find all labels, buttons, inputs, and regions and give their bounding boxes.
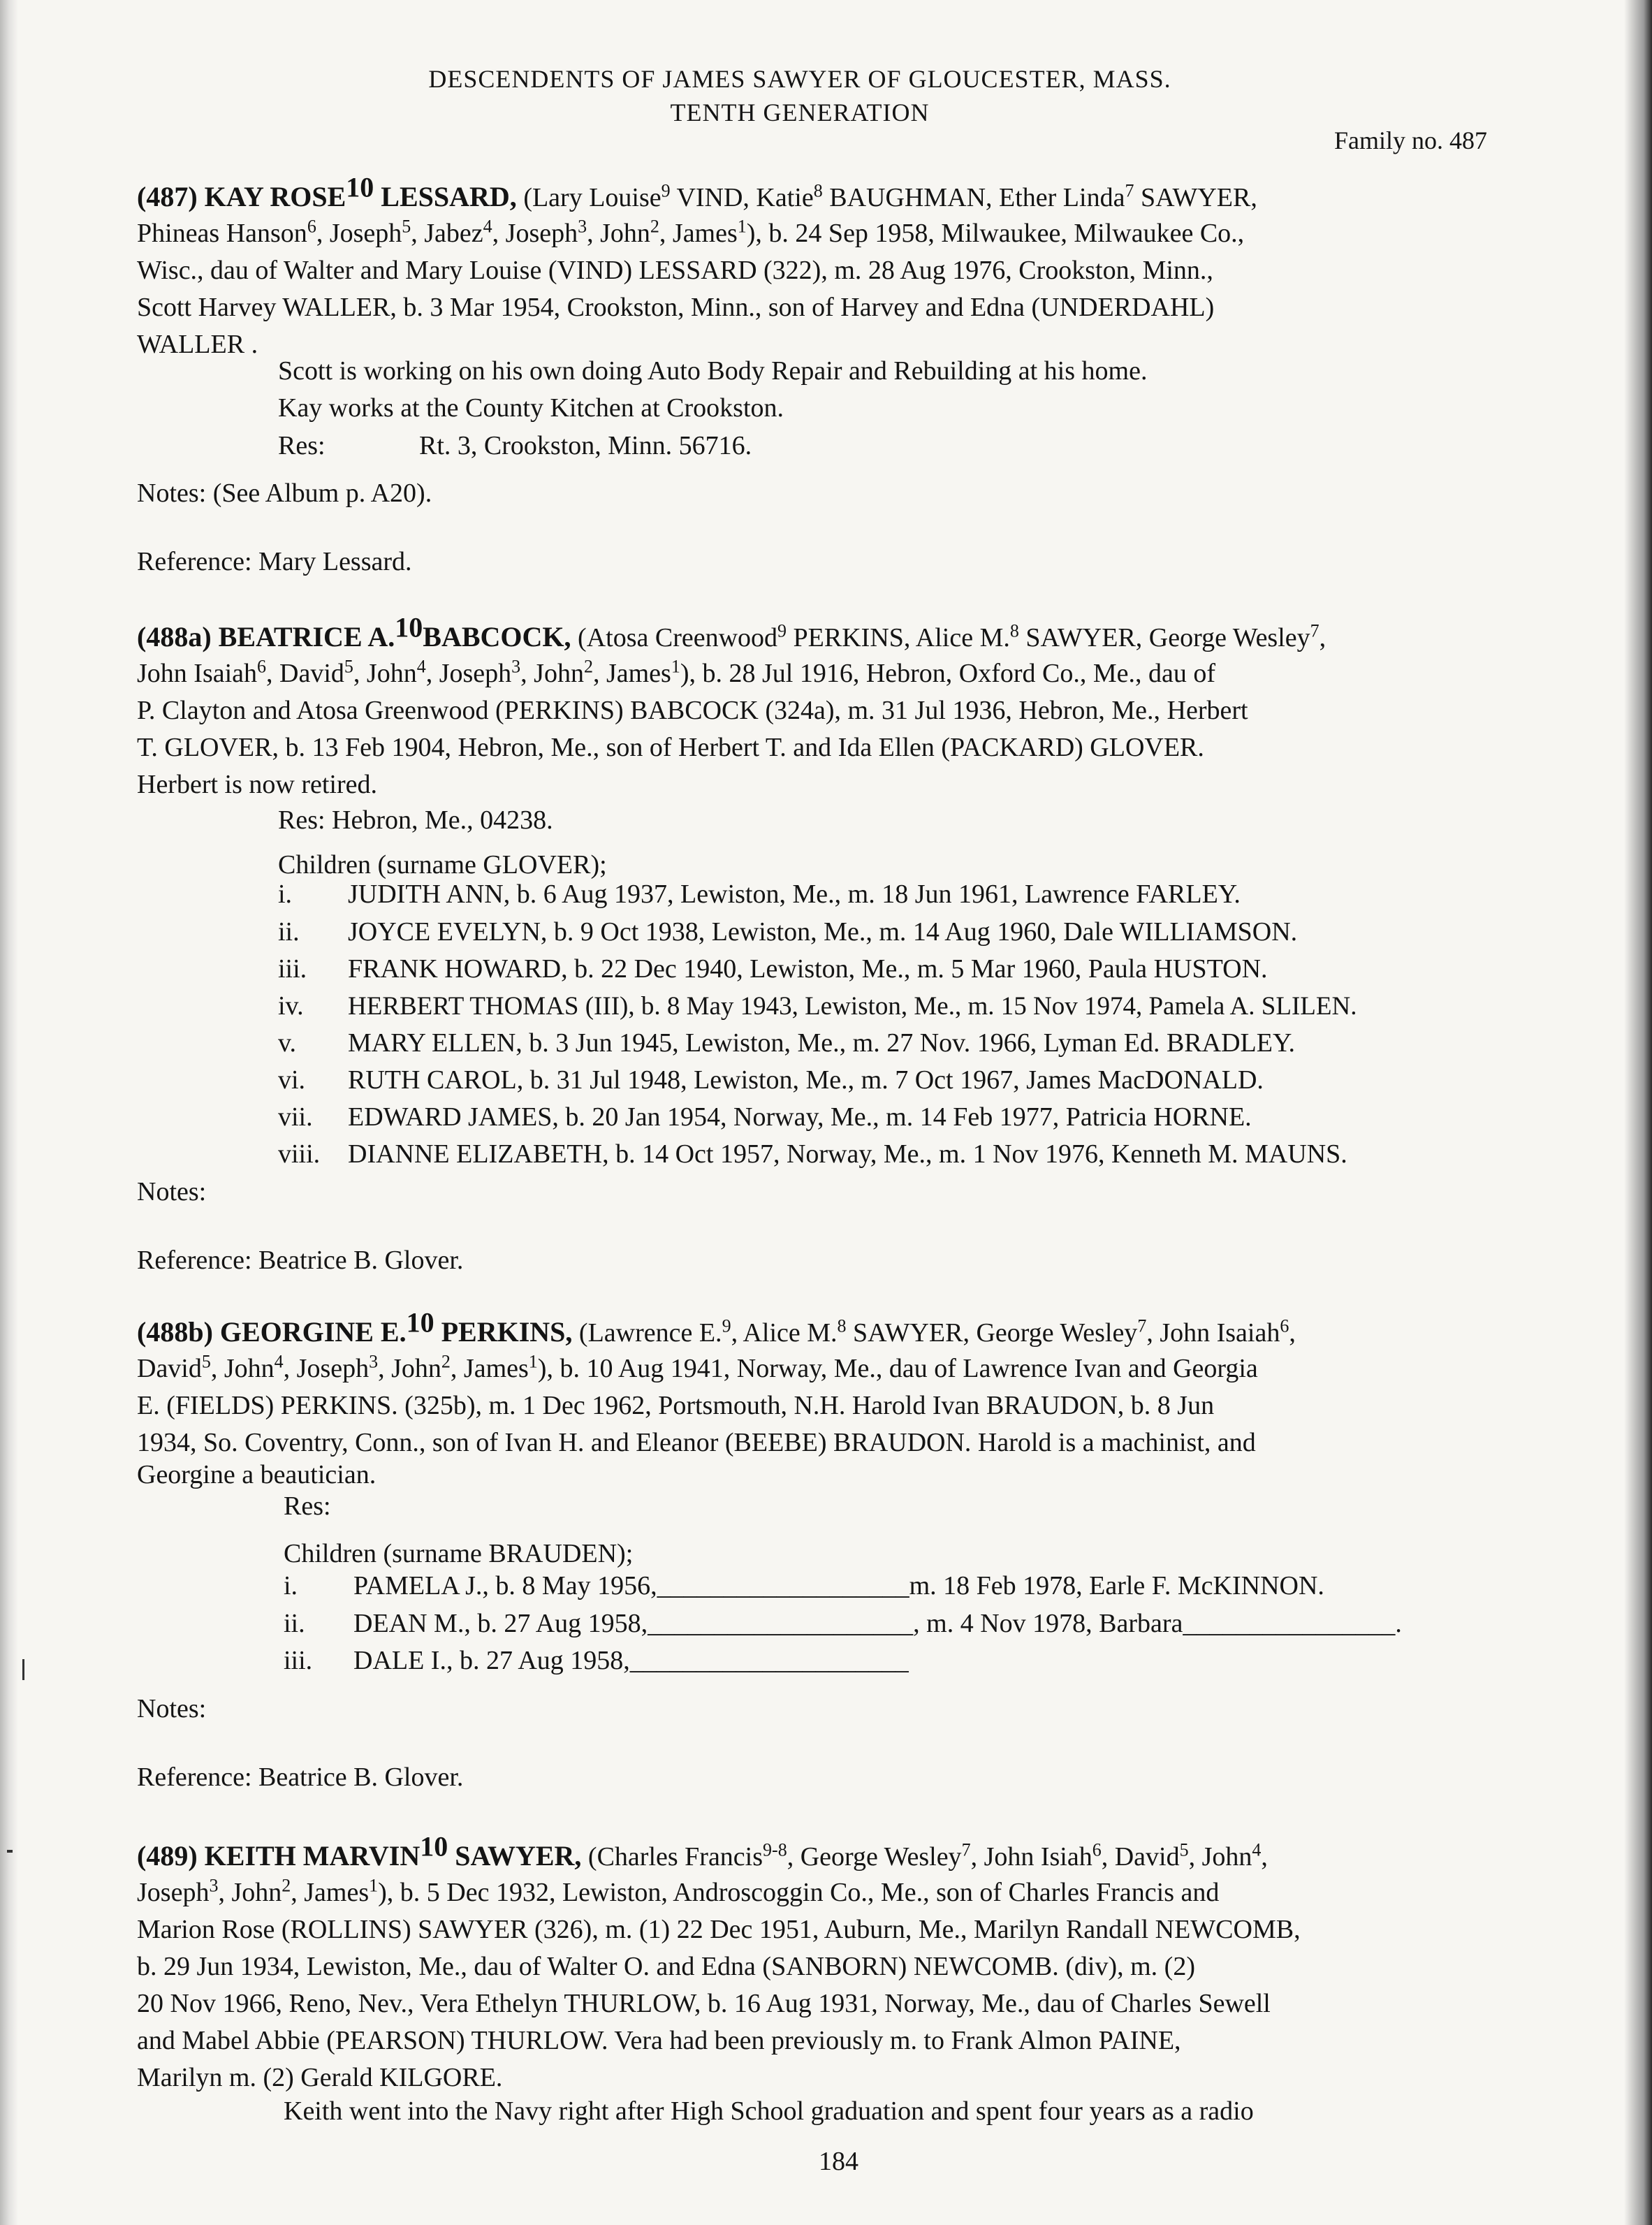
- entry-488b-reference: Reference: Beatrice B. Glover.: [137, 1763, 464, 1792]
- list-item: ii. JOYCE EVELYN, b. 9 Oct 1938, Lewiston, Me., m. 14 Aug 1960, Dale WILLIAMSON.: [278, 917, 1298, 947]
- entry-488a-line-2: John Isaiah$^6$, David$^5$, John$^4$, Joseph$^3$, John$^2$, James$^1$), b. 28 Jul 1916, Hebron, Oxford Co., Me., dau of: [137, 656, 1216, 688]
- entry-487-line-2: Phineas Hanson$^6$, Joseph$^5$, Jabez$^4$, Joseph$^3$, John$^2$, James$^1$), b. 24 Sep 1958, Milwaukee, Milwaukee Co.,: [137, 216, 1245, 248]
- entry-487-reference: Reference: Mary Lessard.: [137, 547, 412, 576]
- scan-left-edge: [0, 0, 18, 2225]
- page-title: DESCENDENTS OF JAMES SAWYER OF GLOUCESTER, MASS.: [428, 65, 1171, 93]
- entry-489-line-2: Joseph$^3$, John$^2$, James$^1$), b. 5 Dec 1932, Lewiston, Androscoggin Co., Me., son of Charles Francis and: [137, 1875, 1220, 1907]
- entry-488a-line-5: Herbert is now retired.: [137, 770, 377, 799]
- margin-mark: [22, 1659, 24, 1680]
- entry-487-line-3: Wisc., dau of Walter and Mary Louise (VIND) LESSARD (322), m. 28 Aug 1976, Crookston, Minn.,: [137, 256, 1213, 285]
- page-subtitle: TENTH GENERATION: [670, 99, 930, 126]
- entry-489-line-3: Marion Rose (ROLLINS) SAWYER (326), m. (1) 22 Dec 1951, Auburn, Me., Marilyn Randall NEWCOMB,: [137, 1915, 1301, 1944]
- list-item: ii. DEAN M., b. 27 Aug 1958,____________________, m. 4 Nov 1978, Barbara________________.: [284, 1609, 1402, 1638]
- entry-487-res-label: Res:: [278, 431, 326, 460]
- entry-488b-line-5: Georgine a beautician.: [137, 1460, 377, 1489]
- list-item: i. PAMELA J., b. 8 May 1956,___________________m. 18 Feb 1978, Earle F. McKINNON.: [284, 1571, 1324, 1600]
- entry-488b-line-1: (488b) GEORGINE E.$^{10}$ PERKINS, (Lawrence E.$^9$, Alice M.$^8$ SAWYER, George Wesley$^7$, John Isaiah$^6$,: [137, 1306, 1296, 1348]
- entry-488b-res: Res:: [284, 1491, 331, 1521]
- entry-488b-children-header: Children (surname BRAUDEN);: [284, 1539, 634, 1568]
- list-item: viii. DIANNE ELIZABETH, b. 14 Oct 1957, Norway, Me., m. 1 Nov 1976, Kenneth M. MAUNS.: [278, 1139, 1347, 1169]
- entry-488a-line-1: (488a) BEATRICE A.$^{10}$BABCOCK, (Atosa Creenwood$^9$ PERKINS, Alice M.$^8$ SAWYER, George Wesley$^7$,: [137, 611, 1326, 652]
- entry-489-line-4: b. 29 Jun 1934, Lewiston, Me., dau of Walter O. and Edna (SANBORN) NEWCOMB. (div), m. (2): [137, 1952, 1195, 1981]
- entry-488b-line-4: 1934, So. Coventry, Conn., son of Ivan H. and Eleanor (BEEBE) BRAUDON. Harold is a machinist, and: [137, 1428, 1256, 1457]
- entry-487-line-5: WALLER .: [137, 330, 258, 359]
- scan-right-edge: [1624, 0, 1652, 2225]
- margin-mark: [7, 1850, 13, 1853]
- entry-487-line-4: Scott Harvey WALLER, b. 3 Mar 1954, Crookston, Minn., son of Harvey and Edna (UNDERDAHL): [137, 293, 1215, 322]
- list-item: vii. EDWARD JAMES, b. 20 Jan 1954, Norway, Me., m. 14 Feb 1977, Patricia HORNE.: [278, 1102, 1252, 1132]
- entry-488a-line-3: P. Clayton and Atosa Greenwood (PERKINS) BABCOCK (324a), m. 31 Jul 1936, Hebron, Me., Herbert: [137, 696, 1248, 725]
- entry-487-line-1: (487) KAY ROSE$^{10}$ LESSARD, (Lary Louise$^9$ VIND, Katie$^8$ BAUGHMAN, Ether Linda$^7$ SAWYER,: [137, 171, 1257, 212]
- entry-487-note-1: Scott is working on his own doing Auto Body Repair and Rebuilding at his home.: [278, 356, 1148, 386]
- entry-488b-line-2: David$^5$, John$^4$, Joseph$^3$, John$^2$, James$^1$), b. 10 Aug 1941, Norway, Me., dau of Lawrence Ivan and Georgia: [137, 1351, 1258, 1383]
- list-item: iv. HERBERT THOMAS (III), b. 8 May 1943, Lewiston, Me., m. 15 Nov 1974, Pamela A. SLILEN.: [278, 991, 1357, 1021]
- entry-488a-line-4: T. GLOVER, b. 13 Feb 1904, Hebron, Me., son of Herbert T. and Ida Ellen (PACKARD) GLOVER.: [137, 733, 1204, 762]
- entry-489-line-5: 20 Nov 1966, Reno, Nev., Vera Ethelyn THURLOW, b. 16 Aug 1931, Norway, Me., dau of Charles Sewell: [137, 1989, 1271, 2018]
- list-item: vi. RUTH CAROL, b. 31 Jul 1948, Lewiston, Me., m. 7 Oct 1967, James MacDONALD.: [278, 1065, 1264, 1095]
- list-item: i. JUDITH ANN, b. 6 Aug 1937, Lewiston, Me., m. 18 Jun 1961, Lawrence FARLEY.: [278, 880, 1241, 909]
- entry-489-line-7: Marilyn m. (2) Gerald KILGORE.: [137, 2063, 503, 2092]
- entry-488a-notes: Notes:: [137, 1177, 207, 1206]
- entry-487-notes: Notes: (See Album p. A20).: [137, 479, 432, 508]
- list-item: iii. FRANK HOWARD, b. 22 Dec 1940, Lewiston, Me., m. 5 Mar 1960, Paula HUSTON.: [278, 954, 1268, 984]
- entry-488b-line-3: E. (FIELDS) PERKINS. (325b), m. 1 Dec 1962, Portsmouth, N.H. Harold Ivan BRAUDON, b. 8 Jun: [137, 1391, 1215, 1420]
- page-number: 184: [819, 2147, 858, 2176]
- entry-488a-reference: Reference: Beatrice B. Glover.: [137, 1246, 464, 1275]
- list-item: v. MARY ELLEN, b. 3 Jun 1945, Lewiston, Me., m. 27 Nov. 1966, Lyman Ed. BRADLEY.: [278, 1028, 1295, 1058]
- entry-489-line-8: Keith went into the Navy right after High School graduation and spent four years as a radio: [284, 2096, 1254, 2126]
- family-number: Family no. 487: [1334, 126, 1488, 154]
- list-item: iii. DALE I., b. 27 Aug 1958,_____________________: [284, 1646, 909, 1675]
- entry-488a-children-header: Children (surname GLOVER);: [278, 850, 607, 880]
- entry-489-line-1: (489) KEITH MARVIN$^{10}$ SAWYER, (Charles Francis$^{9-8}$, George Wesley$^7$, John Isiah$^6$, David$^5$, John$^4$,: [137, 1830, 1268, 1872]
- entry-488a-res: Res: Hebron, Me., 04238.: [278, 805, 553, 835]
- entry-488b-notes: Notes:: [137, 1694, 207, 1723]
- entry-489-line-6: and Mabel Abbie (PEARSON) THURLOW. Vera had been previously m. to Frank Almon PAINE,: [137, 2026, 1181, 2055]
- entry-487-note-2: Kay works at the County Kitchen at Crookston.: [278, 393, 784, 423]
- entry-487-res-value: Rt. 3, Crookston, Minn. 56716.: [419, 431, 752, 460]
